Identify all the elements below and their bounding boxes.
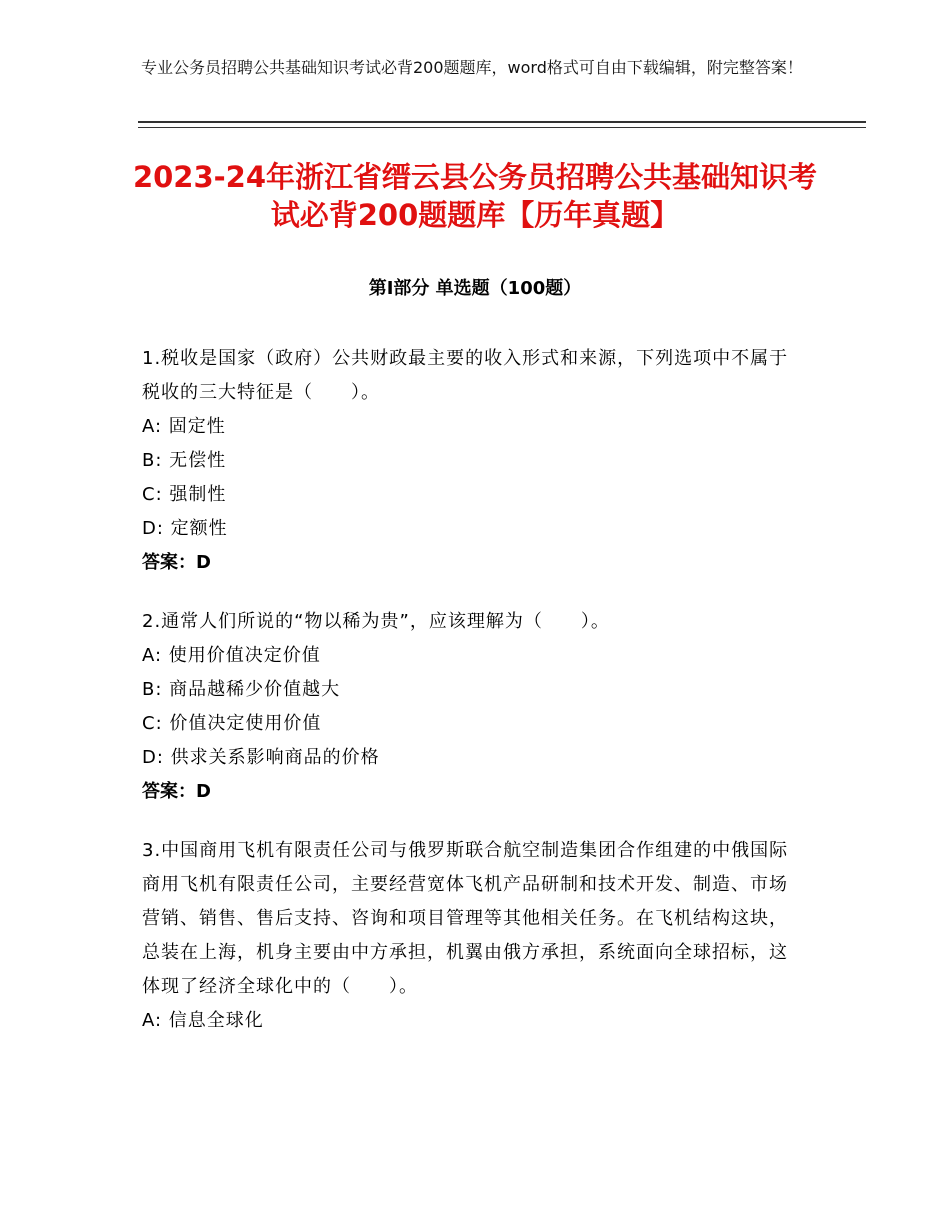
question-2 (142, 605, 802, 809)
option-b: B: 无偿性 (142, 450, 227, 471)
answer: 答案：D (142, 781, 211, 802)
option-d: D: 定额性 (142, 518, 228, 539)
header-note: 专业公务员招聘公共基础知识考试必背200题题库，word格式可自由下载编辑，附完整答案！ (141, 58, 803, 77)
section-title: 第Ⅰ部分 单选题（100题） (368, 278, 582, 299)
option-a: A: 固定性 (142, 416, 226, 437)
document-title: 2023-24年浙江省缙云县公务员招聘公共基础知识考试必背200题题库【历年真题】 (132, 160, 818, 232)
question-list (142, 342, 802, 1063)
option-d: D: 供求关系影响商品的价格 (142, 747, 380, 768)
question-text: 3.中国商用飞机有限责任公司与俄罗斯联合航空制造集团合作组建的中俄国际商用飞机有限责任公司，主要经营宽体飞机产品研制和技术开发、制造、市场营销、销售、售后支持、咨询和项目管理等其他相关任务。在飞机结构这块，总装在上海，机身主要由中方承担，机翼由俄方承担，系统面向全球招标，这体现了经济全球化中的（ ）。 (142, 840, 789, 997)
option-a: A: 使用价值决定价值 (142, 645, 321, 666)
option-a: A: 信息全球化 (142, 1010, 264, 1031)
option-b: B: 商品越稀少价值越大 (142, 679, 341, 700)
header-divider (138, 121, 866, 128)
option-c: C: 强制性 (142, 484, 227, 505)
question-text: 2.通常人们所说的“物以稀为贵”，应该理解为（ ）。 (142, 611, 610, 632)
option-c: C: 价值决定使用价值 (142, 713, 322, 734)
question-1 (142, 342, 802, 580)
question-text: 1.税收是国家（政府）公共财政最主要的收入形式和来源，下列选项中不属于税收的三大特征是（ ）。 (142, 348, 789, 403)
question-3 (142, 834, 802, 1038)
answer: 答案：D (142, 552, 211, 573)
